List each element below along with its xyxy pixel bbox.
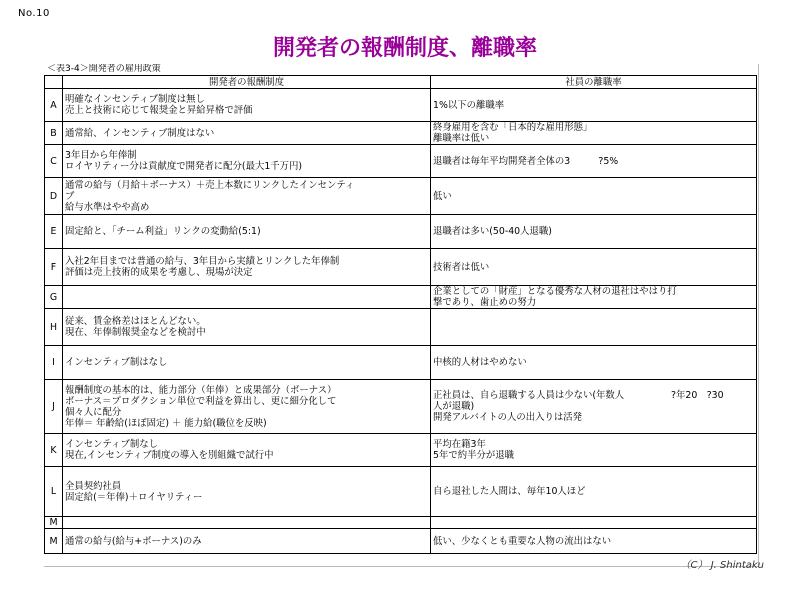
page-title: 開発者の報酬制度、離職率 — [272, 36, 537, 61]
page-number: No.10 — [18, 8, 50, 19]
compensation-line: インセンティブ制はなし — [65, 357, 168, 368]
compensation-line: ボーナス＝プロダクション単位で利益を算出し、更に細分化して — [65, 395, 337, 407]
compensation-line: 3年目から年俸制 — [65, 150, 137, 161]
sheet-bottom-border — [44, 566, 758, 567]
copyright: （C） J. Shintaku — [680, 560, 764, 571]
cell-turnover — [431, 178, 757, 215]
cell-turnover — [431, 215, 757, 249]
row-key: E — [45, 215, 63, 249]
table-row — [45, 215, 757, 249]
cell-turnover — [431, 249, 757, 286]
compensation-line: 全員契約社員 — [65, 480, 122, 492]
table-row — [45, 467, 757, 517]
table-header-row — [45, 76, 757, 89]
row-key: M — [45, 517, 63, 529]
turnover-line: 終身雇用を含む「日本的な雇用形態」 — [433, 122, 593, 133]
cell-compensation — [63, 529, 431, 554]
compensation-line: 売上と技術に応じて報奨金と昇給昇格で評価 — [65, 105, 253, 116]
compensation-line: 現在,インセンティブ制度の導入を別組織で試行中 — [65, 450, 274, 461]
cell-turnover — [431, 346, 757, 380]
row-key: A — [45, 89, 63, 122]
cell-turnover — [431, 529, 757, 554]
cell-compensation — [63, 286, 431, 309]
table-row — [45, 346, 757, 380]
table-body — [45, 89, 757, 554]
table-row — [45, 178, 757, 215]
cell-compensation — [63, 122, 431, 145]
turnover-line: 離職率は低い — [433, 133, 490, 144]
table-caption: ＜表3-4＞開発者の雇用政策 — [47, 64, 161, 74]
compensation-line: 固定給(＝年俸)＋ロイヤリティー — [65, 491, 203, 503]
cell-turnover — [431, 89, 757, 122]
cell-compensation — [63, 89, 431, 122]
cell-compensation — [63, 145, 431, 178]
table-row — [45, 89, 757, 122]
table-row — [45, 434, 757, 467]
turnover-line: 企業としての「財産」となる優秀な人材の退社はやはり打 — [433, 286, 677, 297]
cell-compensation — [63, 178, 431, 215]
turnover-line: 1%以下の離職率 — [433, 99, 505, 111]
row-key: G — [45, 286, 63, 309]
turnover-line: 開発アルバイトの人の出入りは活発 — [433, 412, 582, 423]
cell-turnover — [431, 286, 757, 309]
turnover-line: 平均在籍3年 — [433, 439, 486, 450]
turnover-line: 5年で約半分が退職 — [433, 450, 514, 461]
cell-turnover — [431, 517, 757, 529]
row-key: D — [45, 178, 63, 215]
table-row — [45, 309, 757, 346]
compensation-line: 評価は売上技術的成果を考慮し、現場が決定 — [65, 267, 253, 278]
cell-compensation — [63, 467, 431, 517]
turnover-line: 低い — [433, 190, 452, 202]
cell-compensation — [63, 215, 431, 249]
compensation-line: ブ — [65, 190, 75, 202]
policy-table — [44, 75, 757, 554]
cell-compensation — [63, 309, 431, 346]
row-key: I — [45, 346, 63, 380]
turnover-line: 退職者は毎年平均開発者全体の3 ?5% — [433, 155, 619, 167]
cell-turnover — [431, 309, 757, 346]
table-row — [45, 529, 757, 554]
compensation-line: 給与水準はやや高め — [65, 201, 150, 213]
turnover-line: 人が退職) — [433, 401, 475, 412]
cell-compensation — [63, 346, 431, 380]
table-row — [45, 145, 757, 178]
cell-compensation — [63, 380, 431, 434]
turnover-line: 技術者は低い — [433, 261, 490, 273]
policy-table-sheet — [44, 64, 759, 566]
cell-compensation — [63, 434, 431, 467]
table-row — [45, 380, 757, 434]
turnover-line: 低い、少なくとも重要な人物の流出はない — [433, 535, 612, 547]
table-row — [45, 286, 757, 309]
cell-turnover — [431, 145, 757, 178]
compensation-line: ロイヤリティー分は貢献度で開発者に配分(最大1千万円) — [65, 161, 303, 172]
compensation-line: 従来、賃金格差はほとんどない。 — [65, 316, 206, 327]
compensation-line: 入社2年目までは普通の給与、3年目から実績とリンクした年俸制 — [65, 256, 340, 267]
compensation-line: 現在、年俸制報奨金などを検討中 — [65, 327, 206, 338]
row-key: B — [45, 122, 63, 145]
header-compensation: 開発者の報酬制度 — [63, 76, 431, 89]
header-key — [45, 76, 63, 89]
compensation-line: 明確なインセンティブ制度は無し — [65, 94, 205, 105]
compensation-line: 通常の給与(給与+ボーナス)のみ — [65, 535, 202, 547]
compensation-line: 報酬制度の基本的は、能力部分（年俸）と成果部分（ボーナス） — [65, 384, 337, 396]
header-turnover: 社員の離職率 — [431, 76, 757, 89]
row-key: K — [45, 434, 63, 467]
table-row — [45, 122, 757, 145]
turnover-line: 自ら退社した人間は、毎年10人ほど — [433, 486, 586, 497]
compensation-line: 通常給、インセンティブ制度はない — [65, 127, 215, 139]
row-key: M — [45, 529, 63, 554]
row-key: F — [45, 249, 63, 286]
compensation-line: 通常の給与（月給＋ボーナス）＋売上本数にリンクしたインセンティ — [65, 179, 355, 191]
turnover-line: 中核的人材はやめない — [433, 357, 527, 368]
row-key: L — [45, 467, 63, 517]
turnover-line: 退職者は多い(50-40人退職) — [433, 226, 552, 237]
cell-turnover — [431, 122, 757, 145]
compensation-line: インセンティブ制なし — [65, 439, 158, 450]
cell-turnover — [431, 380, 757, 434]
turnover-line: 正社員は、自ら退職する人員は少ない(年数人 ?年20 ?30 — [433, 390, 724, 401]
row-key: C — [45, 145, 63, 178]
compensation-line: 固定給と、「チーム利益」リンクの変動給(5:1) — [65, 226, 261, 237]
cell-compensation — [63, 517, 431, 529]
turnover-line: 撃であり、歯止めの努力 — [433, 297, 537, 308]
compensation-line: 個々人に配分 — [65, 406, 122, 418]
cell-turnover — [431, 467, 757, 517]
cell-compensation — [63, 249, 431, 286]
row-key: H — [45, 309, 63, 346]
cell-turnover — [431, 434, 757, 467]
table-row — [45, 517, 757, 529]
row-key: J — [45, 380, 63, 434]
table-row — [45, 249, 757, 286]
compensation-line: 年俸＝ 年齢給(ほぼ固定) ＋ 能力給(職位を反映) — [65, 417, 267, 429]
